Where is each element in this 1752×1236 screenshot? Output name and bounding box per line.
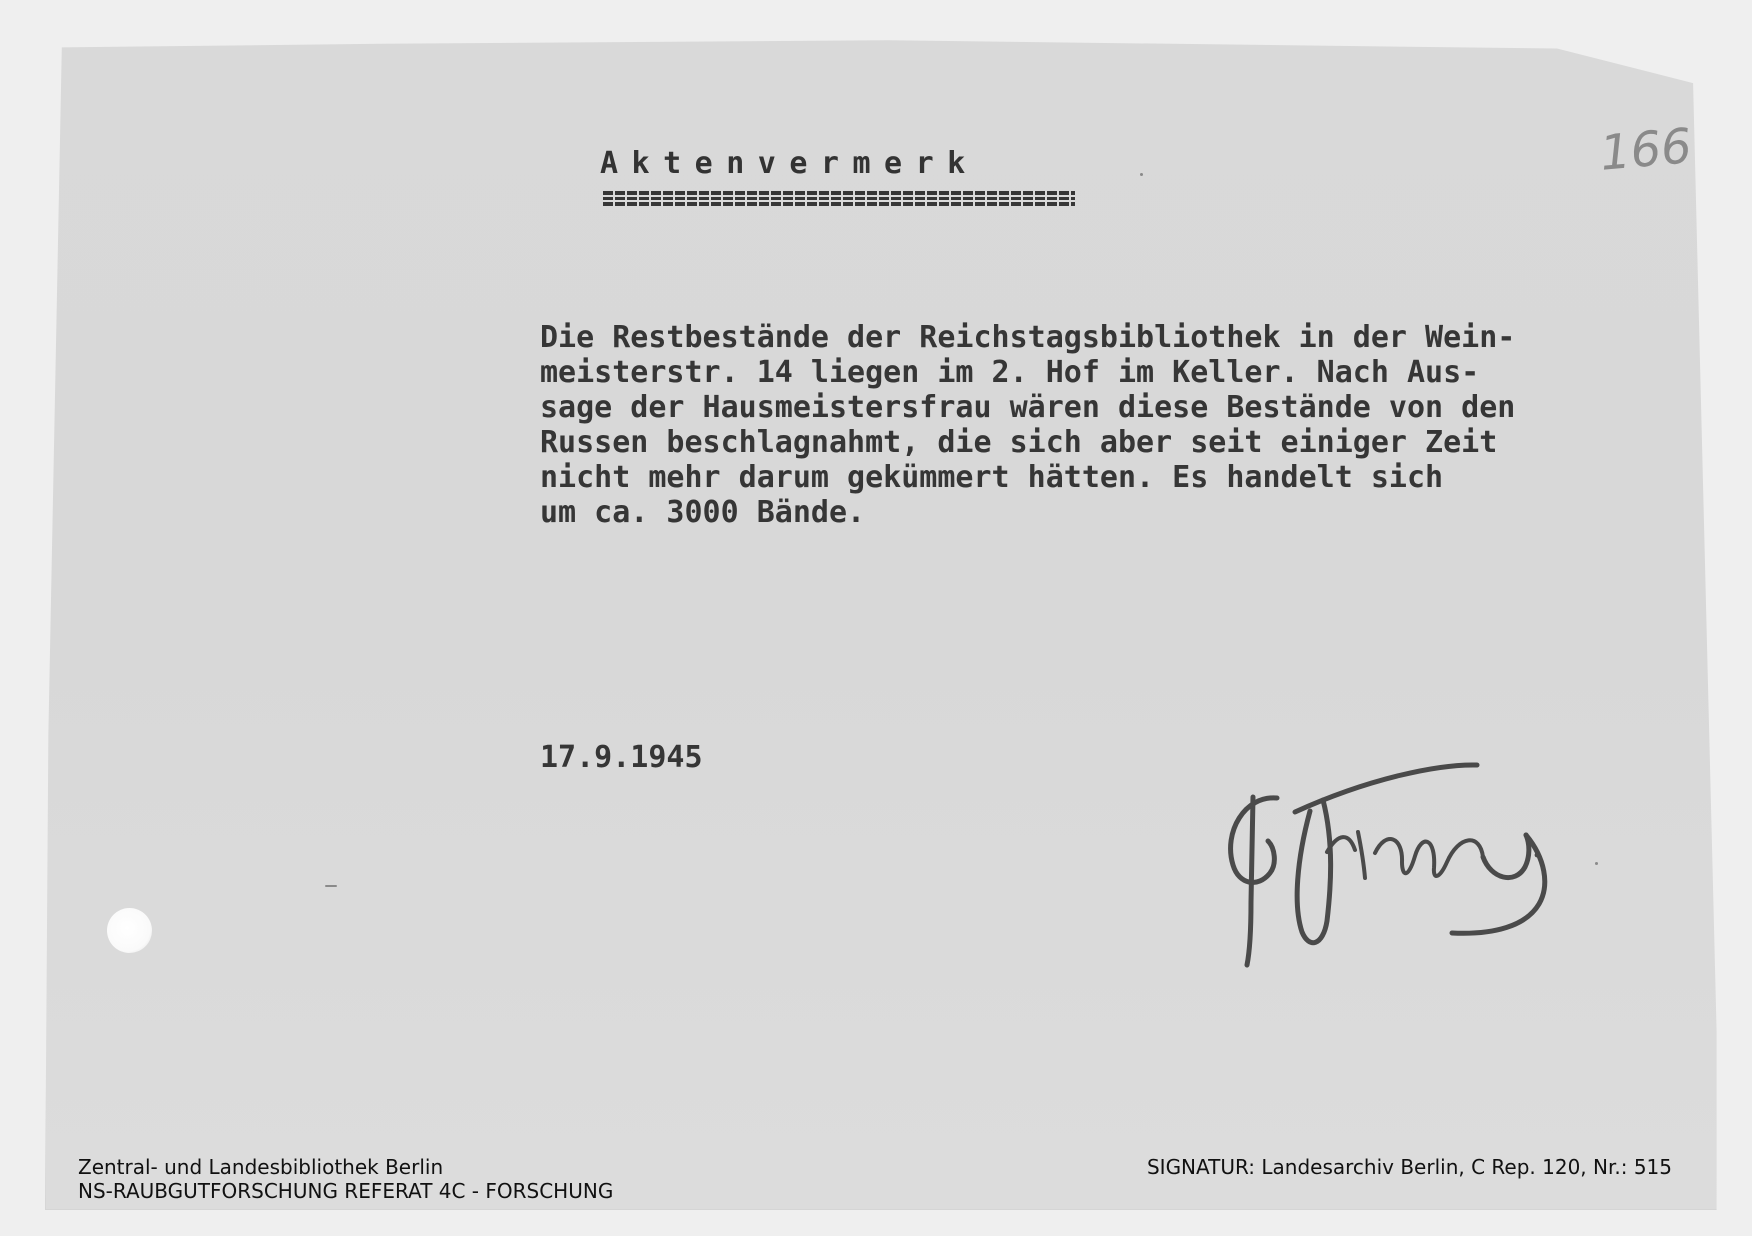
document-body-text: Die Restbestände der Reichstagsbibliothek in der Wein- meisterstr. 14 liegen im 2. Hof im Keller. Nach Aus- sage der Hausmeistersfrau wären diese Bestände von den Russen beschlagnahmt, die sich aber seit einiger Zeit nicht mehr darum gekümmert hätten. Es handelt sich um ca. 3000 Bände.	[540, 320, 1516, 530]
footer-right	[1147, 1155, 1672, 1179]
footer-right-line-1: SIGNATUR: Landesarchiv Berlin, C Rep. 120, Nr.: 515	[1146, 1155, 1672, 1179]
paper-scratch	[325, 885, 337, 887]
paper-speck	[1140, 173, 1143, 176]
footer-left-line-2: NS-RAUBGUTFORSCHUNG REFERAT 4C - FORSCHUNG	[78, 1179, 614, 1203]
footer-left-line-1: Zentral- und Landesbibliothek Berlin	[78, 1155, 444, 1179]
footer-left	[78, 1155, 613, 1203]
punch-hole-icon	[107, 908, 152, 953]
handwritten-page-number: 166	[1597, 118, 1694, 182]
title-underline	[603, 191, 1075, 206]
paper-speck	[1595, 862, 1598, 865]
document-date: 17.9.1945	[540, 740, 703, 775]
document-title: Aktenvermerk	[600, 146, 979, 181]
handwritten-signature-icon	[1205, 740, 1625, 990]
